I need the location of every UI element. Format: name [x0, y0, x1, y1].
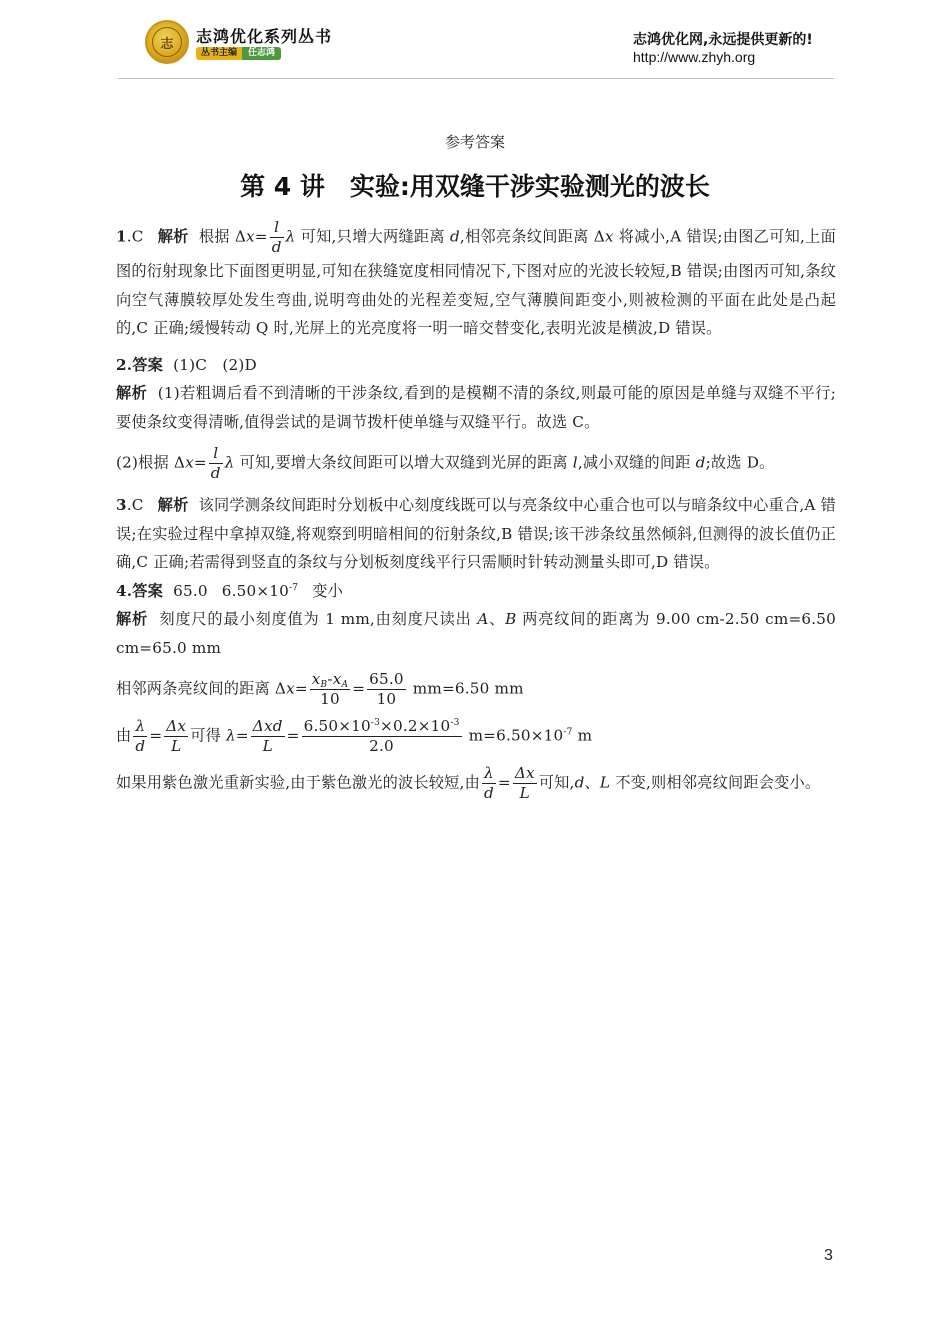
q4-eq-2: =	[149, 726, 163, 745]
q2-part2-text-3: ;故选 D。	[705, 453, 775, 472]
q4-line2-tail: mm=6.50 mm	[407, 679, 524, 698]
q1-d: d	[449, 227, 460, 246]
q4-line4-sep: 、	[584, 773, 600, 792]
q1-lambda: λ	[285, 227, 296, 246]
q2-l: l	[572, 453, 578, 472]
q4-line1-b: 两亮纹间的距离为 9.00 cm-2.50 cm=6.50 cm=65.0 mm	[116, 610, 837, 657]
q4-line4-f: 不变,则相邻亮纹间距会变小。	[610, 773, 821, 792]
q4-sub-a: A	[341, 680, 349, 690]
q4-fraction-dx-L-2	[513, 764, 537, 803]
q4-xa: x	[332, 670, 342, 688]
q4-xb: x	[311, 670, 321, 688]
q2-frac-num: l	[209, 444, 223, 464]
editor-name: 任志鸿	[242, 47, 281, 60]
publisher-logo-seal	[145, 20, 189, 64]
q4-exp-b: -3	[450, 718, 460, 728]
q4-eq-4: =	[497, 773, 511, 792]
q4-lambda-2: λ	[482, 764, 496, 784]
q4-num-a: 6.50×10	[303, 717, 371, 735]
q1-frac-num: l	[270, 218, 284, 238]
q3-number: 3	[116, 496, 127, 514]
q1-text-1: 可知,只增大两缝距离	[300, 227, 450, 246]
q4-den-10: 10	[320, 690, 340, 708]
q4-eq-1: =	[352, 679, 366, 698]
q4-d: d	[135, 737, 146, 755]
q2-part2	[116, 444, 836, 483]
q4-dx: Δx	[166, 717, 187, 735]
q4-den-10b: 10	[376, 690, 397, 708]
q1-number: 1	[116, 227, 127, 246]
q4-L-2: L	[262, 737, 273, 755]
series-editor	[196, 47, 281, 60]
page-header	[0, 0, 950, 80]
header-divider	[118, 78, 834, 79]
q4-line2-lead: 相邻两条亮纹间的距离 Δ	[116, 679, 287, 698]
q2-number: 2	[116, 355, 127, 374]
q4-line2	[116, 670, 836, 709]
editor-label: 丛书主编	[196, 47, 242, 60]
doc-label: 参考答案	[444, 133, 505, 151]
q4-answer-3: 变小	[312, 581, 343, 600]
q2-part1	[116, 379, 836, 436]
q2-answer-line	[116, 351, 836, 380]
q4-minus: -	[327, 670, 333, 688]
q4-fraction-xb-xa	[310, 670, 350, 709]
q1-frac-den: d	[271, 238, 282, 256]
q1-text-2: ,相邻亮条纹间距离 Δ	[459, 227, 605, 246]
q4-line1	[116, 605, 836, 662]
q4-sep: 、	[488, 610, 506, 628]
q4-sub-b: B	[320, 680, 328, 690]
q2-part1-text: (1)若粗调后看不到清晰的干涉条纹,看到的是模糊不清的条纹,则最可能的原因是单缝与双缝不平行;要使条纹变得清晰,值得尝试的是调节拨杆使单缝与双缝平行。故选 C。	[116, 384, 837, 431]
q2-jiexi: 解析	[116, 384, 148, 402]
q4-fraction-numeric	[302, 717, 462, 756]
q4-exp-a: -3	[370, 718, 381, 728]
q4-line4-L: L	[599, 773, 611, 792]
q4-fraction-dxd-L	[251, 717, 285, 756]
q1-fraction	[270, 218, 284, 257]
series-title: 志鸿优化系列丛书	[196, 27, 333, 46]
q2-fraction	[209, 444, 223, 483]
q4-dxd: Δxd	[252, 717, 283, 735]
q4-L-3: L	[519, 784, 530, 802]
q4-num-b: ×0.2×10	[380, 717, 451, 735]
q4-line3-tail-a: m=6.50×10	[463, 726, 564, 745]
q4-answer-1: 65.0	[173, 581, 208, 600]
q1-paragraph	[116, 218, 836, 343]
q4-fraction-lambda-d	[133, 717, 147, 756]
q4-lambda: λ	[133, 717, 147, 737]
q1-answer: .C	[126, 227, 144, 246]
q2-frac-den: d	[210, 464, 221, 482]
q4-B: B	[505, 610, 517, 628]
q1-text-3: 将减小,A 错误;由图乙可知,上面图的衍射现象比下面图更明显,可知在狭缝宽度相同情况下,下图对应的光波长较短,B 错误;由图丙可知,条纹向空气薄膜较厚处发生弯曲,说明弯曲处的光程差变短,空气薄膜间距变小,则被检测的平面在此处是凸起的,C 正确;缓慢转动 Q 时,光屏上的光亮度将一明一暗交替变化,表明光波是横波,D 错误。	[116, 227, 837, 337]
q4-fraction-dx-L	[164, 717, 188, 756]
q3-paragraph	[116, 491, 836, 577]
q4-line4	[116, 764, 836, 803]
q4-dx-2: Δx	[514, 764, 535, 782]
q4-line4-b: 可知,	[538, 773, 575, 792]
q4-answer-2-exp: -7	[289, 582, 299, 593]
q4-line3-mid: 可得	[190, 726, 227, 745]
doc-title: 第 4 讲 实验:用双缝干涉实验测光的波长	[240, 172, 710, 201]
q4-A: A	[477, 610, 489, 628]
q4-line3	[116, 717, 836, 756]
q4-answer-line	[116, 577, 836, 606]
q4-d-2: d	[483, 784, 494, 802]
q2-x-eq: x=	[185, 453, 207, 472]
q4-number: 4	[116, 581, 127, 600]
q2-lambda: λ	[224, 453, 235, 472]
page-number: 3	[824, 1247, 833, 1264]
q4-answer-label: .答案	[126, 581, 164, 600]
q2-part2-lead: (2)根据 Δ	[116, 453, 186, 472]
q4-x-eq: x=	[286, 679, 308, 698]
q1-jiexi: 解析	[157, 227, 189, 246]
q4-lambda-eq: λ=	[226, 726, 249, 745]
q4-num-65: 65.0	[369, 670, 404, 688]
q4-fraction-65	[367, 670, 406, 709]
header-slogan: 志鸿优化网,永远提供更新的!	[633, 32, 813, 48]
q1-text-lead: 根据 Δ	[198, 227, 247, 246]
q3-jiexi: 解析	[157, 496, 189, 514]
q4-line1-a: 刻度尺的最小刻度值为 1 mm,由刻度尺读出	[159, 610, 478, 628]
q3-text: 该同学测条纹间距时分划板中心刻度线既可以与亮条纹中心重合也可以与暗条纹中心重合,A 错误;在实验过程中拿掉双缝,将观察到明暗相间的衍射条纹,B 错误;该干涉条纹虽然倾斜,但测得的波长值仍正确,C 正确;若需得到竖直的条纹与分划板刻度线平行只需顺时针转动测量头即可,D 错误。	[116, 496, 836, 571]
q2-part2-text-2: ,减小双缝的间距	[577, 453, 696, 472]
seal-emblem-icon: 志	[152, 27, 182, 57]
header-url: http://www.zhyh.org	[633, 49, 756, 65]
answer-content	[116, 218, 836, 803]
q4-line4-a: 如果用紫色激光重新实验,由于紫色激光的波长较短,由	[116, 773, 480, 792]
q4-line3-tail-b: m	[572, 726, 593, 745]
q2-answer-label: .答案	[126, 355, 164, 374]
q4-den-2: 2.0	[369, 737, 394, 755]
q2-answer: (1)C (2)D	[173, 355, 257, 374]
q4-eq-3: =	[286, 726, 300, 745]
q4-line3-lead: 由	[116, 726, 132, 745]
q2-part2-text-1: 可知,要增大条纹间距可以增大双缝到光屏的距离	[239, 453, 573, 472]
q4-answer-2-base: 6.50×10	[221, 581, 290, 600]
q4-fraction-lambda-d-2	[482, 764, 496, 803]
q1-x-eq: x=	[246, 227, 268, 246]
q4-jiexi: 解析	[116, 610, 149, 628]
q4-line4-d: d	[574, 773, 585, 792]
q4-L: L	[171, 737, 182, 755]
q1-x: x	[604, 227, 614, 246]
q2-d: d	[695, 453, 706, 472]
q3-answer: .C	[126, 496, 144, 514]
q4-line3-tail-exp: -7	[563, 727, 573, 738]
